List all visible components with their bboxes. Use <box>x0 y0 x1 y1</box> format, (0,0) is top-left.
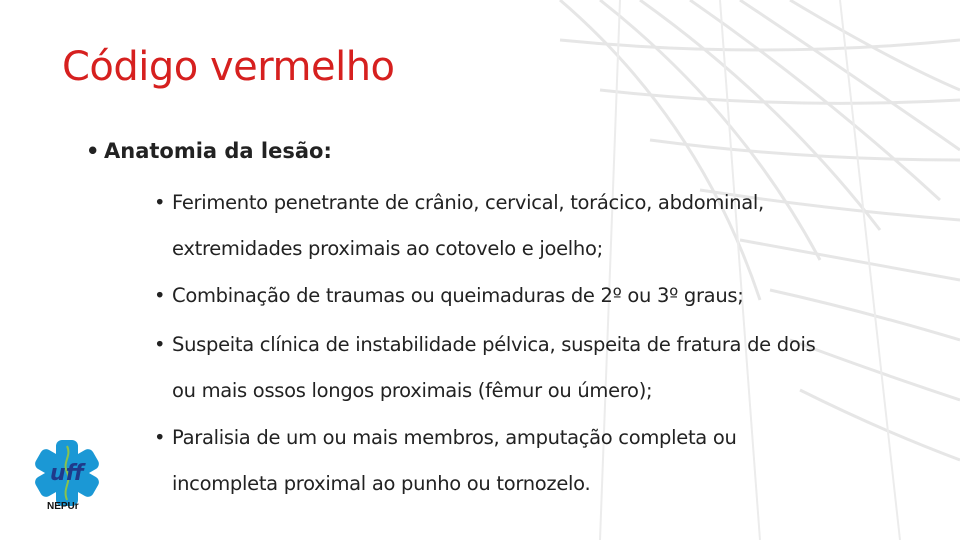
sub-bullet-3-line2: ou mais ossos longos proximais (fêmur ou úmero); <box>172 379 653 402</box>
sub-bullet-4 <box>154 415 914 507</box>
sub-bullet-1-line2: extremidades proximais ao cotovelo e joelho; <box>172 237 603 260</box>
main-bullet-text: Anatomia da lesão: <box>104 139 332 163</box>
sub-bullet-3 <box>154 322 914 414</box>
bullet-marker: • <box>154 333 166 356</box>
bullet-marker: • <box>154 426 166 449</box>
sub-bullet-2-line1: Combinação de traumas ou queimaduras de 2º ou 3º graus; <box>172 284 744 307</box>
sub-bullet-1-line1: Ferimento penetrante de crânio, cervical, torácico, abdominal, <box>172 191 764 214</box>
sub-bullet-4-line2: incompleta proximal ao punho ou tornozelo. <box>172 472 591 495</box>
logo-label: NEPUr <box>47 501 79 512</box>
slide-title: Código vermelho <box>62 44 395 90</box>
bullet-marker: • <box>154 191 166 214</box>
bullet-marker: • <box>86 139 100 163</box>
sub-bullet-3-line1: Suspeita clínica de instabilidade pélvica, suspeita de fratura de dois <box>172 333 816 356</box>
logo-text: uff <box>50 461 84 486</box>
bullet-marker: • <box>154 284 166 307</box>
main-bullet <box>86 139 332 163</box>
sub-bullet-4-line1: Paralisia de um ou mais membros, amputação completa ou <box>172 426 737 449</box>
sub-bullet-1 <box>154 180 914 272</box>
sub-bullet-2 <box>154 273 914 319</box>
